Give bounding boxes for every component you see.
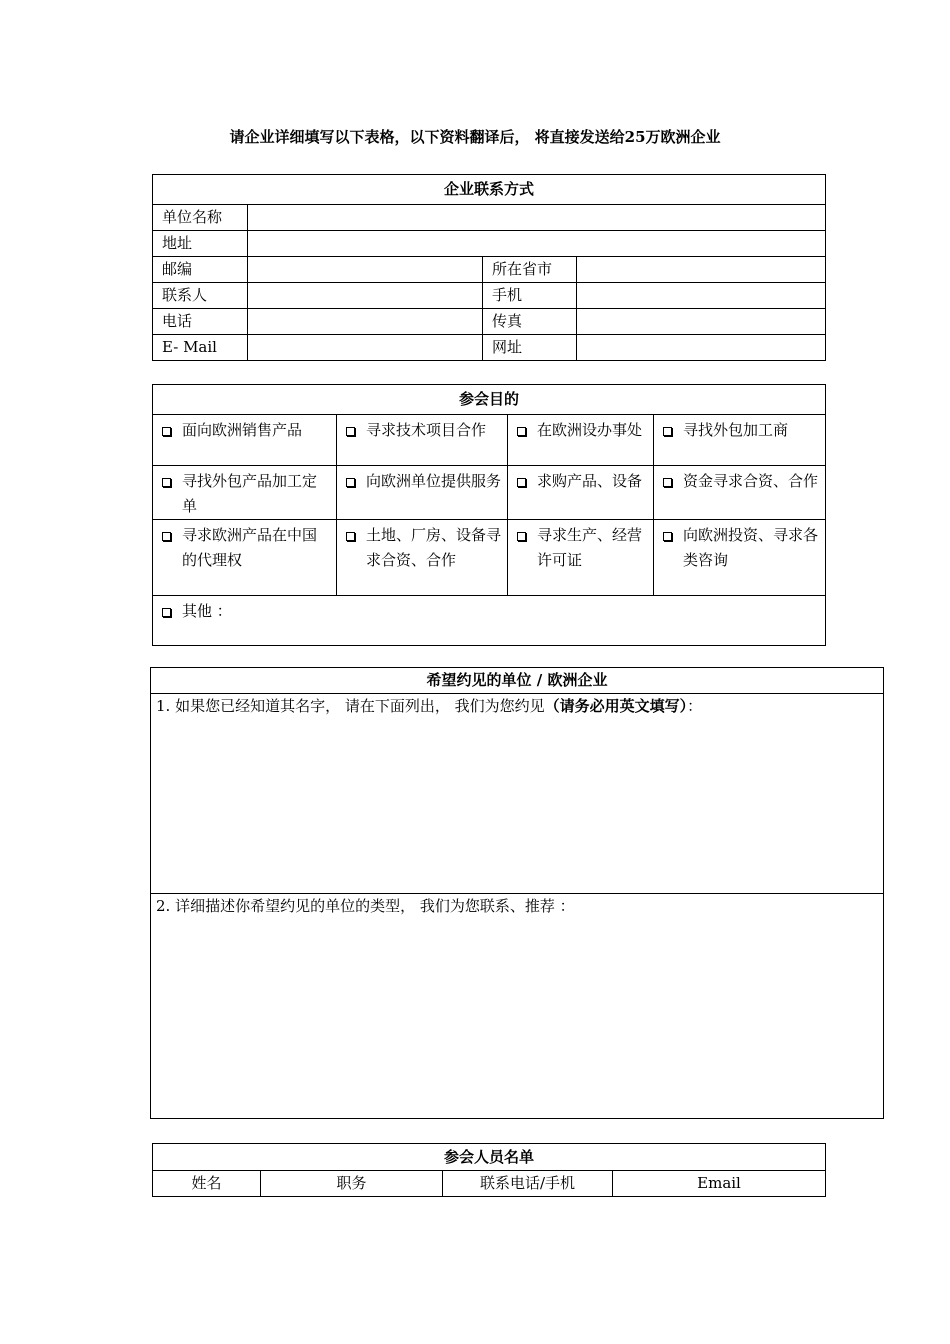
meeting-heading: 希望约见的单位 / 欧洲企业 (151, 668, 884, 694)
contact-heading: 企业联系方式 (153, 175, 826, 205)
meeting-q2-text: 2. 详细描述你希望约见的单位的类型， 我们为您联系、推荐 ： (156, 897, 575, 915)
website-label: 网址 (483, 335, 577, 361)
purpose-option[interactable]: 寻求欧洲产品在中国的代理权 (153, 520, 337, 596)
checkbox-icon[interactable] (346, 418, 366, 444)
checkbox-icon[interactable] (346, 469, 366, 495)
page-title: 请企业详细填写以下表格，以下资料翻译后， 将直接发送给25万欧洲企业 (229, 128, 721, 146)
purpose-option[interactable]: 寻求技术项目合作 (337, 415, 508, 466)
checkbox-icon[interactable] (517, 523, 537, 573)
checkbox-icon[interactable] (162, 418, 182, 444)
column-header-title: 职务 (261, 1171, 443, 1197)
attendees-table (152, 1143, 826, 1197)
address-field[interactable] (248, 231, 826, 257)
meeting-q1-cell[interactable] (151, 694, 884, 894)
meeting-q1-emphasis: （请务必用英文填写） (544, 697, 688, 715)
address-label: 地址 (153, 231, 248, 257)
column-header-name: 姓名 (153, 1171, 261, 1197)
purpose-option[interactable]: 寻求生产、经营许可证 (508, 520, 654, 596)
checkbox-icon[interactable] (517, 418, 537, 444)
purpose-option[interactable]: 求购产品、设备 (508, 466, 654, 520)
attendees-heading: 参会人员名单 (153, 1144, 826, 1171)
website-field[interactable] (577, 335, 826, 361)
fax-label: 传真 (483, 309, 577, 335)
purpose-option[interactable]: 向欧洲单位提供服务 (337, 466, 508, 520)
purpose-option[interactable]: 在欧洲设办事处 (508, 415, 654, 466)
postcode-field[interactable] (248, 257, 483, 283)
fax-field[interactable] (577, 309, 826, 335)
postcode-label: 邮编 (153, 257, 248, 283)
mobile-label: 手机 (483, 283, 577, 309)
meeting-q2-cell[interactable] (151, 894, 884, 1119)
column-header-phone: 联系电话/手机 (443, 1171, 613, 1197)
checkbox-icon[interactable] (162, 599, 182, 625)
contact-person-label: 联系人 (153, 283, 248, 309)
checkbox-icon[interactable] (663, 418, 683, 444)
purpose-other[interactable]: 其他 ： (153, 596, 826, 646)
email-label: E- Mail (153, 335, 248, 361)
purpose-option[interactable]: 面向欧洲销售产品 (153, 415, 337, 466)
mobile-field[interactable] (577, 283, 826, 309)
checkbox-icon[interactable] (663, 523, 683, 573)
phone-label: 电话 (153, 309, 248, 335)
purpose-option[interactable]: 向欧洲投资、寻求各类咨询 (654, 520, 826, 596)
purpose-option[interactable]: 寻找外包加工商 (654, 415, 826, 466)
meeting-q1-suffix: ： (687, 697, 703, 715)
purpose-option[interactable]: 土地、厂房、设备寻求合资、合作 (337, 520, 508, 596)
company-name-label: 单位名称 (153, 205, 248, 231)
contact-table (152, 174, 826, 361)
column-header-email: Email (613, 1171, 826, 1197)
checkbox-icon[interactable] (346, 523, 366, 573)
phone-field[interactable] (248, 309, 483, 335)
province-city-field[interactable] (577, 257, 826, 283)
purpose-heading: 参会目的 (153, 385, 826, 415)
checkbox-icon[interactable] (663, 469, 683, 495)
checkbox-icon[interactable] (162, 469, 182, 519)
checkbox-icon[interactable] (517, 469, 537, 495)
contact-person-field[interactable] (248, 283, 483, 309)
checkbox-icon[interactable] (162, 523, 182, 573)
meeting-q1-text: 1. 如果您已经知道其名字， 请在下面列出， 我们为您约见 (156, 697, 545, 715)
company-name-field[interactable] (248, 205, 826, 231)
purpose-option[interactable]: 寻找外包产品加工定单 (153, 466, 337, 520)
purpose-table (152, 384, 826, 646)
email-field[interactable] (248, 335, 483, 361)
meeting-table (150, 667, 884, 1119)
purpose-option[interactable]: 资金寻求合资、合作 (654, 466, 826, 520)
province-city-label: 所在省市 (483, 257, 577, 283)
